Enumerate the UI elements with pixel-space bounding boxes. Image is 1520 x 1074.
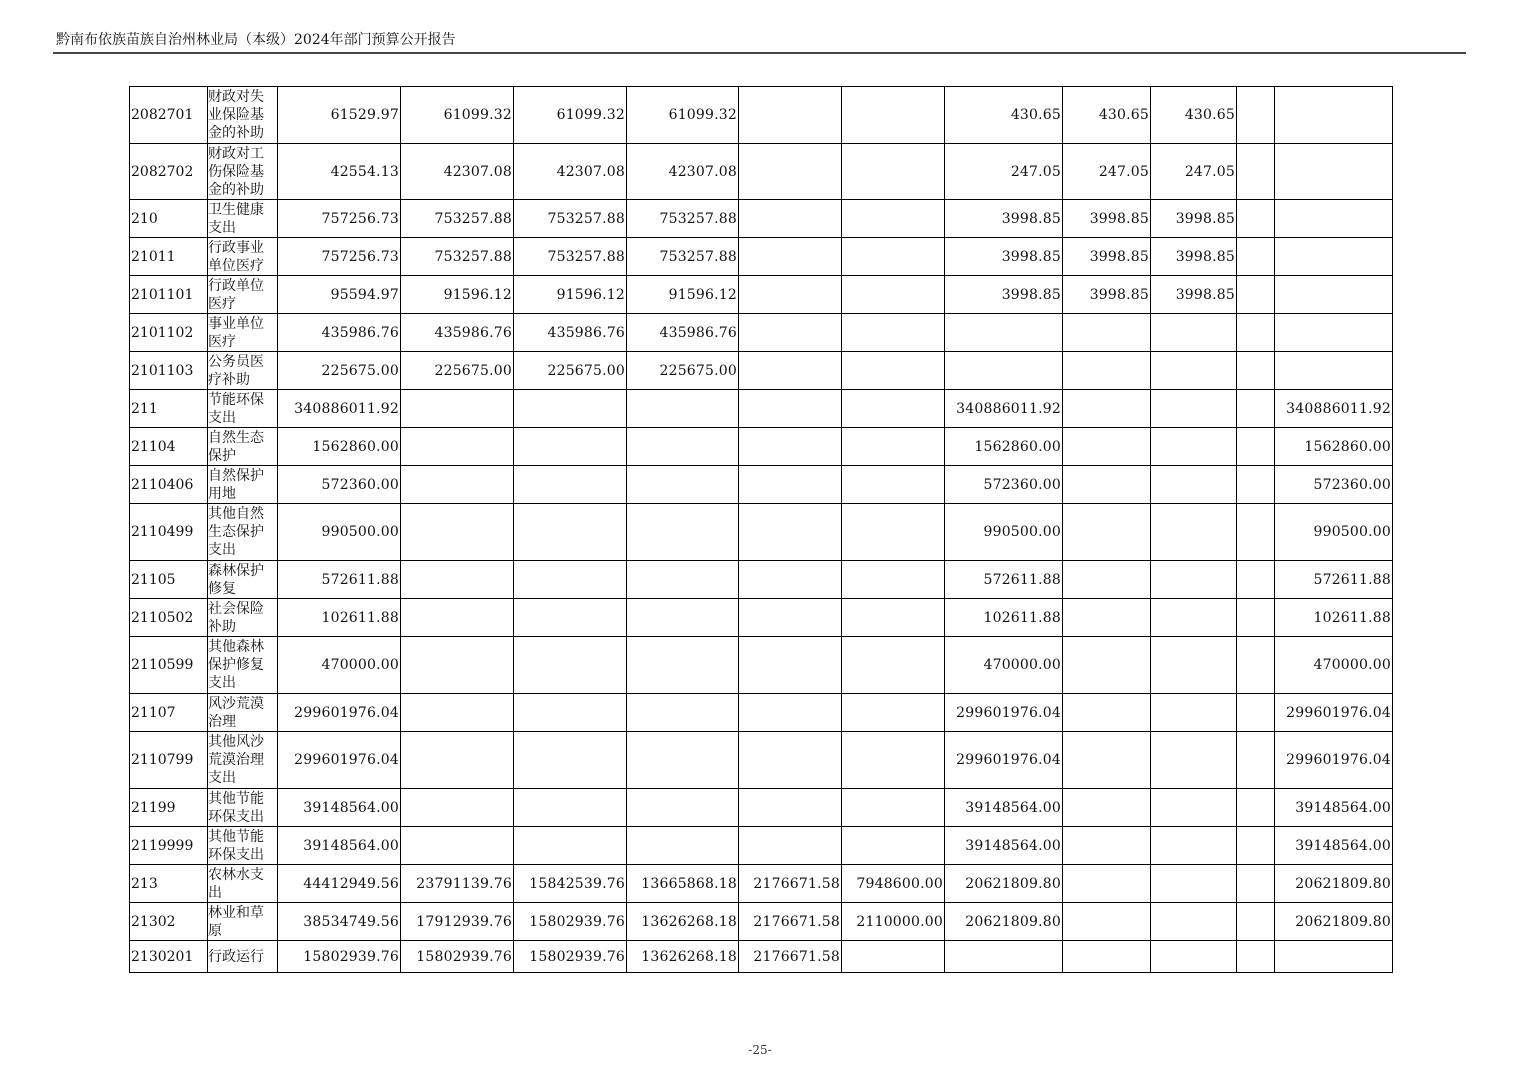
amount-cell: 753257.88 (514, 200, 627, 238)
amount-cell (842, 466, 945, 504)
amount-cell (514, 694, 627, 732)
amount-cell (945, 941, 1063, 973)
amount-cell: 91596.12 (627, 276, 739, 314)
amount-cell: 39148564.00 (945, 789, 1063, 827)
subject-code-cell: 213 (130, 865, 208, 903)
amount-cell: 95594.97 (278, 276, 401, 314)
amount-cell (842, 504, 945, 561)
amount-cell (1275, 276, 1393, 314)
amount-cell (1237, 789, 1275, 827)
amount-cell: 2176671.58 (739, 865, 842, 903)
amount-cell (1275, 238, 1393, 276)
amount-cell (1151, 637, 1237, 694)
amount-cell: 247.05 (1063, 144, 1151, 200)
amount-cell: 299601976.04 (945, 694, 1063, 732)
amount-cell: 61099.32 (627, 87, 739, 144)
amount-cell: 44412949.56 (278, 865, 401, 903)
amount-cell (842, 827, 945, 865)
amount-cell (627, 637, 739, 694)
amount-cell (1151, 352, 1237, 390)
amount-cell: 753257.88 (514, 238, 627, 276)
subject-code-cell: 2110799 (130, 732, 208, 789)
amount-cell (842, 637, 945, 694)
subject-name-cell: 其他自然生态保护支出 (208, 504, 278, 561)
amount-cell: 299601976.04 (1275, 732, 1393, 789)
amount-cell: 990500.00 (945, 504, 1063, 561)
amount-cell (1237, 428, 1275, 466)
subject-code-cell: 2101101 (130, 276, 208, 314)
amount-cell (739, 352, 842, 390)
subject-code-cell: 2082702 (130, 144, 208, 200)
amount-cell (1151, 428, 1237, 466)
amount-cell (842, 87, 945, 144)
amount-cell: 15842539.76 (514, 865, 627, 903)
amount-cell (739, 789, 842, 827)
page-number: -25- (748, 1043, 772, 1057)
subject-code-cell: 2101103 (130, 352, 208, 390)
amount-cell: 2176671.58 (739, 941, 842, 973)
subject-code-cell: 21105 (130, 561, 208, 599)
amount-cell: 3998.85 (1063, 276, 1151, 314)
amount-cell (1237, 314, 1275, 352)
amount-cell (1063, 466, 1151, 504)
table-row (130, 276, 1393, 314)
amount-cell: 572360.00 (945, 466, 1063, 504)
table-row (130, 599, 1393, 637)
subject-code-cell: 2101102 (130, 314, 208, 352)
amount-cell: 435986.76 (627, 314, 739, 352)
subject-name-cell: 行政事业单位医疗 (208, 238, 278, 276)
amount-cell (739, 200, 842, 238)
amount-cell: 91596.12 (401, 276, 514, 314)
amount-cell (401, 466, 514, 504)
amount-cell: 572360.00 (1275, 466, 1393, 504)
amount-cell (739, 314, 842, 352)
amount-cell (514, 466, 627, 504)
amount-cell (627, 732, 739, 789)
amount-cell (739, 561, 842, 599)
amount-cell: 102611.88 (278, 599, 401, 637)
amount-cell: 13626268.18 (627, 903, 739, 941)
amount-cell: 38534749.56 (278, 903, 401, 941)
amount-cell: 39148564.00 (945, 827, 1063, 865)
subject-code-cell: 2110499 (130, 504, 208, 561)
amount-cell: 435986.76 (278, 314, 401, 352)
amount-cell: 7948600.00 (842, 865, 945, 903)
amount-cell: 20621809.80 (945, 865, 1063, 903)
amount-cell (739, 428, 842, 466)
amount-cell (1063, 561, 1151, 599)
amount-cell (739, 144, 842, 200)
budget-table (129, 86, 1393, 973)
amount-cell: 39148564.00 (278, 827, 401, 865)
amount-cell (514, 561, 627, 599)
amount-cell (401, 637, 514, 694)
amount-cell (739, 390, 842, 428)
amount-cell (1237, 466, 1275, 504)
table-row (130, 561, 1393, 599)
amount-cell (1237, 87, 1275, 144)
amount-cell (945, 352, 1063, 390)
amount-cell: 340886011.92 (945, 390, 1063, 428)
table-row (130, 466, 1393, 504)
amount-cell (842, 276, 945, 314)
amount-cell: 430.65 (945, 87, 1063, 144)
table-body (130, 87, 1393, 973)
amount-cell: 430.65 (1063, 87, 1151, 144)
amount-cell (1151, 561, 1237, 599)
amount-cell: 430.65 (1151, 87, 1237, 144)
amount-cell: 572611.88 (1275, 561, 1393, 599)
header-divider (53, 52, 1466, 54)
amount-cell: 2110000.00 (842, 903, 945, 941)
subject-code-cell: 2110406 (130, 466, 208, 504)
amount-cell (842, 144, 945, 200)
amount-cell: 757256.73 (278, 200, 401, 238)
amount-cell (401, 694, 514, 732)
amount-cell (1151, 865, 1237, 903)
amount-cell (1063, 941, 1151, 973)
amount-cell (1151, 599, 1237, 637)
amount-cell: 20621809.80 (1275, 903, 1393, 941)
amount-cell: 15802939.76 (514, 941, 627, 973)
subject-name-cell: 自然保护用地 (208, 466, 278, 504)
amount-cell: 3998.85 (1151, 200, 1237, 238)
amount-cell: 299601976.04 (945, 732, 1063, 789)
table-row (130, 352, 1393, 390)
amount-cell: 13626268.18 (627, 941, 739, 973)
subject-code-cell: 211 (130, 390, 208, 428)
amount-cell: 340886011.92 (1275, 390, 1393, 428)
table-row (130, 903, 1393, 941)
amount-cell: 39148564.00 (278, 789, 401, 827)
amount-cell: 42307.08 (401, 144, 514, 200)
amount-cell (1151, 789, 1237, 827)
amount-cell (842, 352, 945, 390)
subject-code-cell: 2082701 (130, 87, 208, 144)
amount-cell (401, 504, 514, 561)
amount-cell (1237, 865, 1275, 903)
amount-cell (1151, 941, 1237, 973)
amount-cell: 42554.13 (278, 144, 401, 200)
amount-cell (627, 561, 739, 599)
amount-cell (1151, 732, 1237, 789)
amount-cell (1063, 352, 1151, 390)
amount-cell (842, 789, 945, 827)
subject-name-cell: 事业单位医疗 (208, 314, 278, 352)
amount-cell (1237, 352, 1275, 390)
amount-cell (1063, 428, 1151, 466)
amount-cell (401, 732, 514, 789)
amount-cell: 102611.88 (945, 599, 1063, 637)
amount-cell: 15802939.76 (278, 941, 401, 973)
amount-cell: 20621809.80 (1275, 865, 1393, 903)
amount-cell: 61099.32 (401, 87, 514, 144)
amount-cell: 61529.97 (278, 87, 401, 144)
amount-cell (842, 732, 945, 789)
amount-cell (627, 428, 739, 466)
subject-name-cell: 其他节能环保支出 (208, 789, 278, 827)
table-row (130, 238, 1393, 276)
table-row (130, 314, 1393, 352)
amount-cell (514, 827, 627, 865)
amount-cell: 990500.00 (278, 504, 401, 561)
amount-cell (1275, 87, 1393, 144)
amount-cell: 299601976.04 (278, 732, 401, 789)
amount-cell: 299601976.04 (1275, 694, 1393, 732)
amount-cell (842, 238, 945, 276)
amount-cell: 247.05 (945, 144, 1063, 200)
amount-cell: 753257.88 (627, 200, 739, 238)
amount-cell (514, 789, 627, 827)
subject-name-cell: 其他节能环保支出 (208, 827, 278, 865)
subject-code-cell: 21107 (130, 694, 208, 732)
page-header-title: 黔南布依族苗族自治州林业局（本级）2024年部门预算公开报告 (56, 32, 456, 48)
subject-code-cell: 2130201 (130, 941, 208, 973)
amount-cell (1063, 599, 1151, 637)
amount-cell (1063, 694, 1151, 732)
amount-cell (514, 428, 627, 466)
amount-cell (739, 238, 842, 276)
amount-cell (1063, 504, 1151, 561)
amount-cell (1063, 637, 1151, 694)
amount-cell (1063, 827, 1151, 865)
amount-cell (514, 732, 627, 789)
amount-cell (1275, 144, 1393, 200)
amount-cell: 17912939.76 (401, 903, 514, 941)
amount-cell: 753257.88 (401, 200, 514, 238)
amount-cell: 3998.85 (1063, 200, 1151, 238)
subject-name-cell: 行政运行 (208, 941, 278, 973)
amount-cell (401, 599, 514, 637)
amount-cell (842, 390, 945, 428)
amount-cell (1063, 314, 1151, 352)
subject-name-cell: 森林保护修复 (208, 561, 278, 599)
amount-cell (1237, 390, 1275, 428)
amount-cell: 572360.00 (278, 466, 401, 504)
table-row (130, 504, 1393, 561)
subject-code-cell: 2110502 (130, 599, 208, 637)
amount-cell: 102611.88 (1275, 599, 1393, 637)
amount-cell: 3998.85 (945, 200, 1063, 238)
amount-cell (1063, 865, 1151, 903)
amount-cell: 42307.08 (514, 144, 627, 200)
amount-cell: 3998.85 (1151, 238, 1237, 276)
amount-cell: 23791139.76 (401, 865, 514, 903)
amount-cell (739, 504, 842, 561)
amount-cell: 3998.85 (945, 238, 1063, 276)
amount-cell: 20621809.80 (945, 903, 1063, 941)
amount-cell: 753257.88 (401, 238, 514, 276)
subject-name-cell: 财政对失业保险基金的补助 (208, 87, 278, 144)
amount-cell (1237, 276, 1275, 314)
amount-cell (1237, 941, 1275, 973)
subject-name-cell: 其他森林保护修复支出 (208, 637, 278, 694)
amount-cell: 225675.00 (278, 352, 401, 390)
amount-cell (1151, 694, 1237, 732)
amount-cell (627, 504, 739, 561)
subject-name-cell: 林业和草原 (208, 903, 278, 941)
amount-cell: 470000.00 (1275, 637, 1393, 694)
amount-cell (842, 561, 945, 599)
amount-cell: 753257.88 (627, 238, 739, 276)
amount-cell (1151, 827, 1237, 865)
amount-cell (842, 941, 945, 973)
subject-name-cell: 农林水支出 (208, 865, 278, 903)
amount-cell: 225675.00 (514, 352, 627, 390)
amount-cell (1237, 694, 1275, 732)
amount-cell: 39148564.00 (1275, 827, 1393, 865)
subject-name-cell: 财政对工伤保险基金的补助 (208, 144, 278, 200)
amount-cell (1237, 732, 1275, 789)
amount-cell (1237, 561, 1275, 599)
amount-cell: 1562860.00 (1275, 428, 1393, 466)
amount-cell (1151, 314, 1237, 352)
amount-cell: 61099.32 (514, 87, 627, 144)
amount-cell: 2176671.58 (739, 903, 842, 941)
table-row (130, 789, 1393, 827)
amount-cell: 757256.73 (278, 238, 401, 276)
amount-cell (401, 789, 514, 827)
subject-name-cell: 节能环保支出 (208, 390, 278, 428)
subject-name-cell: 行政单位医疗 (208, 276, 278, 314)
amount-cell (842, 428, 945, 466)
table-row (130, 637, 1393, 694)
amount-cell (401, 561, 514, 599)
amount-cell (1063, 903, 1151, 941)
amount-cell (1237, 637, 1275, 694)
subject-code-cell: 210 (130, 200, 208, 238)
table-row (130, 865, 1393, 903)
amount-cell: 3998.85 (1151, 276, 1237, 314)
amount-cell: 42307.08 (627, 144, 739, 200)
amount-cell (1275, 941, 1393, 973)
amount-cell (739, 276, 842, 314)
amount-cell (1237, 599, 1275, 637)
amount-cell (1275, 200, 1393, 238)
table-row (130, 390, 1393, 428)
amount-cell (739, 599, 842, 637)
amount-cell: 1562860.00 (945, 428, 1063, 466)
subject-name-cell: 自然生态保护 (208, 428, 278, 466)
table-row (130, 144, 1393, 200)
amount-cell (842, 314, 945, 352)
amount-cell (739, 732, 842, 789)
subject-code-cell: 21199 (130, 789, 208, 827)
amount-cell (627, 599, 739, 637)
amount-cell (739, 827, 842, 865)
amount-cell (627, 390, 739, 428)
amount-cell (401, 827, 514, 865)
table-row (130, 694, 1393, 732)
amount-cell (1063, 390, 1151, 428)
amount-cell: 3998.85 (1063, 238, 1151, 276)
amount-cell: 470000.00 (945, 637, 1063, 694)
amount-cell (739, 466, 842, 504)
amount-cell: 340886011.92 (278, 390, 401, 428)
amount-cell: 470000.00 (278, 637, 401, 694)
table-row (130, 200, 1393, 238)
table-row (130, 827, 1393, 865)
subject-name-cell: 公务员医疗补助 (208, 352, 278, 390)
amount-cell (1237, 504, 1275, 561)
amount-cell (739, 87, 842, 144)
subject-code-cell: 21302 (130, 903, 208, 941)
amount-cell: 15802939.76 (514, 903, 627, 941)
amount-cell (514, 504, 627, 561)
amount-cell (514, 637, 627, 694)
amount-cell (1275, 314, 1393, 352)
amount-cell: 572611.88 (278, 561, 401, 599)
table-row (130, 732, 1393, 789)
amount-cell (945, 314, 1063, 352)
amount-cell: 225675.00 (401, 352, 514, 390)
amount-cell (1151, 504, 1237, 561)
amount-cell (1237, 238, 1275, 276)
amount-cell: 435986.76 (401, 314, 514, 352)
table-row (130, 428, 1393, 466)
table-row (130, 87, 1393, 144)
subject-code-cell: 2110599 (130, 637, 208, 694)
amount-cell (1237, 144, 1275, 200)
amount-cell (739, 694, 842, 732)
amount-cell: 1562860.00 (278, 428, 401, 466)
amount-cell (1237, 827, 1275, 865)
amount-cell (627, 694, 739, 732)
subject-code-cell: 2119999 (130, 827, 208, 865)
amount-cell (1237, 200, 1275, 238)
amount-cell: 225675.00 (627, 352, 739, 390)
amount-cell (1063, 732, 1151, 789)
subject-name-cell: 风沙荒漠治理 (208, 694, 278, 732)
amount-cell: 247.05 (1151, 144, 1237, 200)
amount-cell (842, 694, 945, 732)
amount-cell (1063, 789, 1151, 827)
amount-cell (627, 827, 739, 865)
amount-cell (842, 599, 945, 637)
amount-cell (514, 599, 627, 637)
amount-cell: 435986.76 (514, 314, 627, 352)
amount-cell (1151, 390, 1237, 428)
amount-cell (1151, 903, 1237, 941)
subject-name-cell: 社会保险补助 (208, 599, 278, 637)
amount-cell (842, 200, 945, 238)
amount-cell (627, 789, 739, 827)
amount-cell (627, 466, 739, 504)
subject-name-cell: 卫生健康支出 (208, 200, 278, 238)
amount-cell: 13665868.18 (627, 865, 739, 903)
amount-cell (739, 637, 842, 694)
amount-cell (1151, 466, 1237, 504)
amount-cell: 572611.88 (945, 561, 1063, 599)
subject-name-cell: 其他风沙荒漠治理支出 (208, 732, 278, 789)
amount-cell (1237, 903, 1275, 941)
amount-cell: 15802939.76 (401, 941, 514, 973)
amount-cell (1275, 352, 1393, 390)
amount-cell: 990500.00 (1275, 504, 1393, 561)
table-row (130, 941, 1393, 973)
amount-cell: 39148564.00 (1275, 789, 1393, 827)
amount-cell (401, 390, 514, 428)
amount-cell (401, 428, 514, 466)
subject-code-cell: 21011 (130, 238, 208, 276)
amount-cell (514, 390, 627, 428)
amount-cell: 91596.12 (514, 276, 627, 314)
subject-code-cell: 21104 (130, 428, 208, 466)
amount-cell: 299601976.04 (278, 694, 401, 732)
amount-cell: 3998.85 (945, 276, 1063, 314)
